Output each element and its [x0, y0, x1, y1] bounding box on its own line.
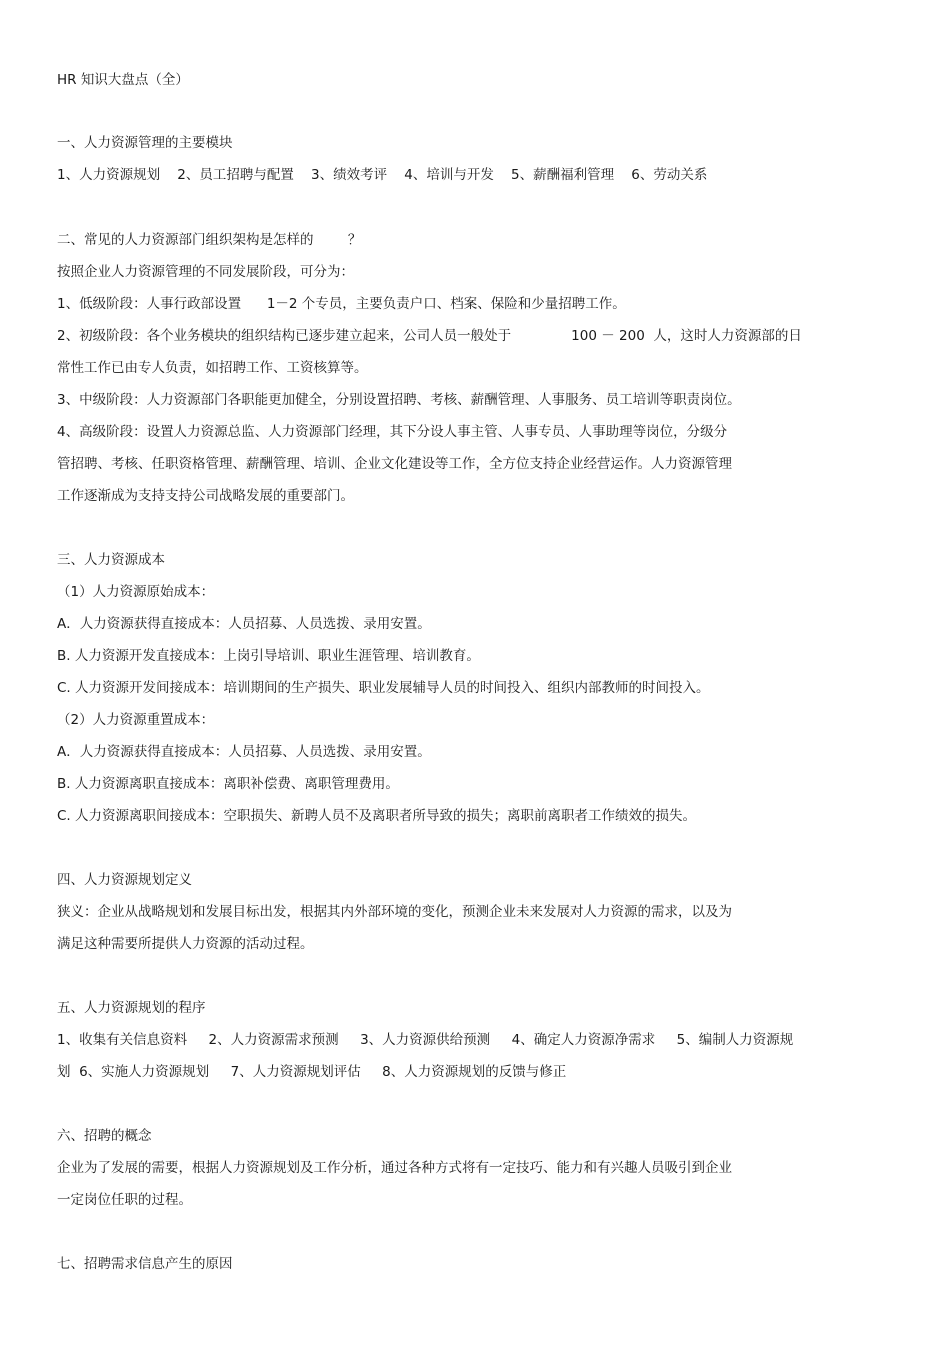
section-3-line: C. 人力资源离职间接成本：空职损失、新聘人员不及离职者所导致的损失；离职前离职者工作绩效的损失。 — [57, 808, 697, 824]
section-2-line: 按照企业人力资源管理的不同发展阶段，可分为： — [57, 264, 354, 280]
section-4-heading: 四、人力资源规划定义 — [57, 872, 192, 888]
section-3-line: A．人力资源获得直接成本：人员招募、人员选拨、录用安置。 — [57, 616, 431, 632]
section-2-line: 4、高级阶段：设置人力资源总监、人力资源部门经理，其下分设人事主管、人事专员、人事助理等岗位，分级分 — [57, 424, 728, 440]
section-6-line: 一定岗位任职的过程。 — [57, 1192, 192, 1208]
section-6-line: 企业为了发展的需要，根据人力资源规划及工作分析，通过各种方式将有一定技巧、能力和有兴趣人员吸引到企业 — [57, 1160, 732, 1176]
section-6-heading: 六、招聘的概念 — [57, 1128, 152, 1144]
section-3-line: A．人力资源获得直接成本：人员招募、人员选拨、录用安置。 — [57, 744, 431, 760]
section-2-line: 工作逐渐成为支持支持公司战略发展的重要部门。 — [57, 488, 354, 504]
section-2-line: 管招聘、考核、任职资格管理、薪酬管理、培训、企业文化建设等工作，全方位支持企业经营运作。人力资源管理 — [57, 456, 732, 472]
section-3-line: C. 人力资源开发间接成本：培训期间的生产损失、职业发展辅导人员的时间投入、组织内部教师的时间投入。 — [57, 680, 710, 696]
section-3-heading: 三、人力资源成本 — [57, 552, 165, 568]
section-2-line: 3、中级阶段：人力资源部门各职能更加健全，分别设置招聘、考核、薪酬管理、人事服务、员工培训等职责岗位。 — [57, 392, 741, 408]
section-3-line: B. 人力资源离职直接成本：离职补偿费、离职管理费用。 — [57, 776, 399, 792]
section-5-line: 划 6、实施人力资源规划 7、人力资源规划评估 8、人力资源规划的反馈与修正 — [57, 1064, 567, 1080]
section-2-heading: 二、常见的人力资源部门组织架构是怎样的 ？ — [57, 232, 362, 248]
section-7-heading: 七、招聘需求信息产生的原因 — [57, 1256, 233, 1272]
section-3-line: （2）人力资源重置成本： — [57, 712, 215, 728]
section-5-heading: 五、人力资源规划的程序 — [57, 1000, 206, 1016]
section-2-line: 2、初级阶段：各个业务模块的组织结构已逐步建立起来，公司人员一般处于 100 － 200 人，这时人力资源部的日 — [57, 328, 802, 344]
section-3-line: B. 人力资源开发直接成本：上岗引导培训、职业生涯管理、培训教育。 — [57, 648, 480, 664]
section-5-line: 1、收集有关信息资料 2、人力资源需求预测 3、人力资源供给预测 4、确定人力资源净需求 5、编制人力资源规 — [57, 1032, 794, 1048]
document-title: HR 知识大盘点（全） — [57, 72, 189, 88]
section-2-line: 常性工作已由专人负责，如招聘工作、工资核算等。 — [57, 360, 368, 376]
section-4-line: 狭义：企业从战略规划和发展目标出发，根据其内外部环境的变化，预测企业未来发展对人力资源的需求，以及为 — [57, 904, 732, 920]
section-3-line: （1）人力资源原始成本： — [57, 584, 215, 600]
section-4-line: 满足这种需要所提供人力资源的活动过程。 — [57, 936, 314, 952]
section-2-line: 1、低级阶段：人事行政部设置 1－2 个专员，主要负责户口、档案、保险和少量招聘工作。 — [57, 296, 626, 312]
section-1-line: 1、人力资源规划 2、员工招聘与配置 3、绩效考评 4、培训与开发 5、薪酬福利管理 6、劳动关系 — [57, 167, 708, 183]
section-1-heading: 一、人力资源管理的主要模块 — [57, 135, 233, 151]
